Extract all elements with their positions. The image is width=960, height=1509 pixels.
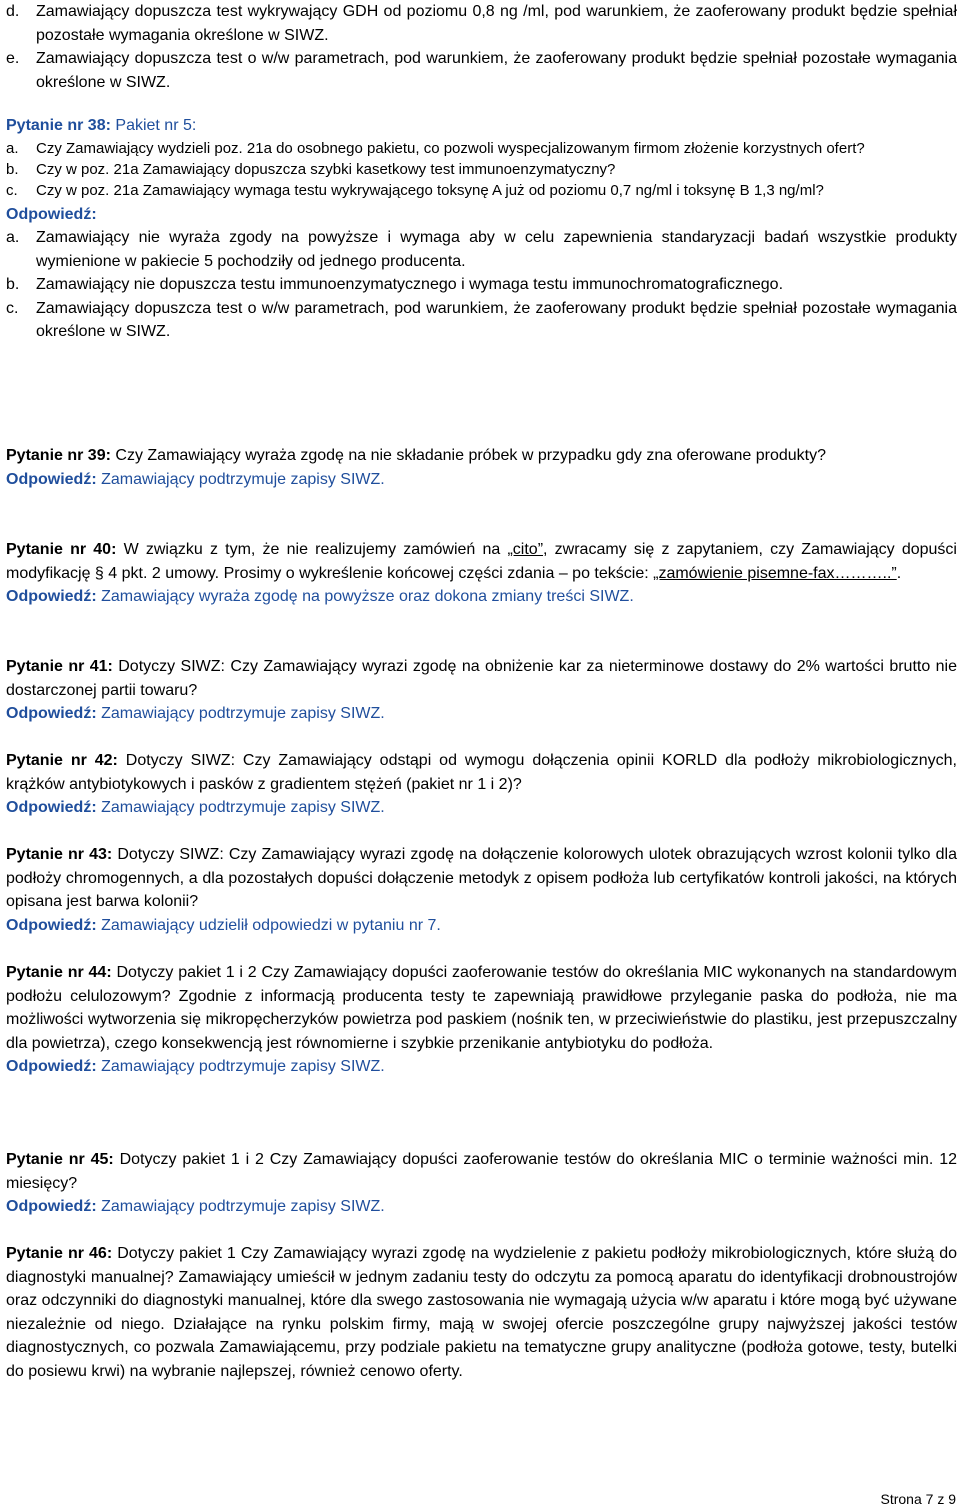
list-letter: a.: [6, 139, 19, 157]
question-text: Dotyczy pakiet 1 i 2 Czy Zamawiający dopuści zaoferowanie testów do określania MIC o terminie ważności min. 12 miesięcy?: [6, 1151, 957, 1192]
question-text: Dotyczy pakiet 1 i 2 Czy Zamawiający dopuści zaoferowanie testów do określania MIC wykonanych na standardowym podłożu celulozowym? Zgodnie z informacją producenta testy te zapewniają prawidłowe przyleganie paska do podłoża, nie ma możliwości wytworzenia się mikropęcherzyków powietrza pod paskiem (nośnik ten, w przeciwieństwie do plastiku, jest przepuszczalny dla powietrza), czego konsekwencją jest równomierne i szybkie przenikanie antybiotyku do podłoża.: [6, 964, 957, 1052]
list-item-d: [6, 0, 957, 47]
question-paragraph: [6, 749, 957, 796]
question-39: [6, 444, 957, 491]
question-label: Pytanie nr 43:: [6, 846, 113, 863]
page-number: Strona 7 z 9: [880, 1491, 956, 1507]
question-text-3: po tekście:: [572, 564, 649, 582]
question-paragraph: [6, 1148, 957, 1195]
question-item-b: [6, 159, 957, 180]
list-letter: a.: [6, 229, 20, 246]
list-letter: e.: [6, 50, 20, 67]
answer-paragraph: [6, 1055, 957, 1079]
list-text: Zamawiający nie wyraża zgody na powyższe i wymaga aby w celu zapewnienia standaryzacji badań wszystkie produkty wymienione w pakiecie 5 pochodziły od jednego producenta.: [36, 229, 957, 270]
question-label: Pytanie nr 44:: [6, 964, 112, 981]
list-item-e: [6, 47, 957, 94]
answer-text: Zamawiający podtrzymuje zapisy SIWZ.: [101, 470, 385, 488]
list-letter: c.: [6, 299, 19, 317]
question-text: Dotyczy SIWZ: Czy Zamawiający odstąpi od wymogu dołączenia opinii KORLD dla podłoży mikrobiologicznych, krążków antybiotykowych i pasków z gradientem stężeń (pakiet nr 1 i 2)?: [6, 752, 957, 793]
answer-label: Odpowiedź:: [6, 205, 97, 223]
question-label: Pytanie nr 46:: [6, 1245, 113, 1262]
question-41: [6, 655, 957, 726]
question-paragraph: [6, 961, 957, 1055]
question-paragraph: [6, 1242, 957, 1383]
list-text: Zamawiający dopuszcza test o w/w parametrach, pod warunkiem, że zaoferowany produkt będzie spełniał pozostałe wymagania określone w SIWZ.: [36, 50, 957, 91]
answer-label: Odpowiedź:: [6, 799, 97, 816]
question-paragraph: [6, 444, 957, 468]
answer-paragraph: [6, 914, 957, 938]
answer-text: Zamawiający podtrzymuje zapisy SIWZ.: [101, 705, 385, 722]
question-text: Dotyczy pakiet 1 Czy Zamawiający wyrazi zgodę na wydzielenie z pakietu podłoży mikrobiologicznych, które służą do diagnostyki manualnej? Zamawiający umieścił w jednym zadaniu testy do odczytu za pomocą aparatu do identyfikacji drobnoustrojów oraz odczynniki do diagnostyki manualnej, które dla swego zastosowania nie wymagają użycia w/w aparatu i które mogą być używane niezależnie od niego. Działające na rynku polskim firmy, mają w swojej ofercie poszczególne grupy najwyższej jakości testów diagnostycznych, co pozwala Zamawiającemu, przy podziale pakietu na tematyczne grupy analityczne (podłoża gotowe, testy, butelki do posiewu krwi) na wybranie najlepszej, również cenowo oferty.: [6, 1245, 957, 1380]
list-text: Czy Zamawiający wydzieli poz. 21a do osobnego pakietu, co pozwoli wyspecjalizowanym firmom złożenie korzystnych ofert?: [36, 139, 865, 157]
question-paragraph: [6, 538, 957, 585]
question-text-2: , zwracamy się z zapytaniem, czy Zamawiający dopuści modyfikację § 4 pkt. 2 umowy. Prosimy o wykreślenie końcowej części zdania –: [6, 541, 957, 582]
answer-text: Zamawiający udzielił odpowiedzi w pytaniu nr 7.: [101, 916, 441, 934]
quoted-text: „zamówienie pisemne-fax………..”: [653, 564, 897, 582]
answer-item-b: [6, 273, 957, 297]
question-label: Pytanie nr 40:: [6, 541, 117, 558]
question-text: Dotyczy SIWZ: Czy Zamawiający wyrazi zgodę na dołączenie kolorowych ulotek obrazujących wzrost kolonii tylko dla podłoży chromogennych, a dla pozostałych dopuści dołączenie metodyk z opisem podłoża lub certyfikatów kontroli jakości, na których opisana jest barwa kolonii?: [6, 846, 958, 910]
question-46: [6, 1242, 957, 1383]
question-paragraph: [6, 655, 957, 702]
answer-item-a: [6, 226, 957, 273]
question-text: Czy Zamawiający wyraża zgodę na nie składanie próbek w przypadku gdy zna oferowane produkty?: [115, 447, 826, 464]
answer-text: Zamawiający podtrzymuje zapisy SIWZ.: [101, 1198, 385, 1215]
cito-text: „cito”: [507, 541, 544, 558]
question-label: Pytanie nr 41:: [6, 658, 113, 675]
answer-paragraph: [6, 796, 957, 820]
answer-text: Zamawiający podtrzymuje zapisy SIWZ.: [101, 799, 385, 816]
list-text: Zamawiający nie dopuszcza testu immunoenzymatycznego i wymaga testu immunochromatograficznego.: [36, 276, 784, 293]
answer-paragraph: [6, 702, 957, 726]
question-item-a: [6, 138, 957, 159]
list-text: Czy w poz. 21a Zamawiający dopuszcza szybki kasetkowy test immunoenzymatyczny?: [36, 160, 616, 178]
question-label: Pytanie nr 45:: [6, 1151, 114, 1168]
list-letter: b.: [6, 160, 19, 178]
question-text-4: .: [896, 564, 902, 582]
question-42: [6, 749, 957, 820]
answer-item-c: [6, 297, 957, 344]
list-letter: c.: [6, 181, 18, 199]
answer-label: Odpowiedź:: [6, 1058, 97, 1075]
question-44: [6, 961, 957, 1079]
question-text: W związku z tym, że nie realizujemy zamówień na: [123, 541, 501, 558]
question-40: [6, 538, 957, 609]
answer-label: Odpowiedź:: [6, 1198, 97, 1215]
question-item-c: [6, 180, 957, 201]
answer-label: Odpowiedź:: [6, 705, 97, 722]
question-header: [6, 114, 957, 138]
question-45: [6, 1148, 957, 1219]
question-label: Pytanie nr 39:: [6, 447, 111, 464]
answer-paragraph: [6, 1195, 957, 1219]
question-paragraph: [6, 843, 957, 914]
question-label: Pytanie nr 42:: [6, 752, 118, 769]
list-text: Zamawiający dopuszcza test o w/w parametrach, pod warunkiem, że zaoferowany produkt będzie spełniał pozostałe wymagania określone w SIWZ.: [36, 299, 957, 340]
list-text: Zamawiający dopuszcza test wykrywający GDH od poziomu 0,8 ng /ml, pod warunkiem, że zaoferowany produkt będzie spełniał pozostałe wymagania określone w SIWZ.: [36, 3, 957, 44]
question-43: [6, 843, 957, 937]
question-label: Pytanie nr 38:: [6, 117, 111, 134]
answer-paragraph: [6, 468, 957, 492]
question-text: Dotyczy SIWZ: Czy Zamawiający wyrazi zgodę na obniżenie kar za nieterminowe dostawy do 2% wartości brutto nie dostarczonej partii towaru?: [6, 658, 957, 699]
list-letter: d.: [6, 3, 20, 20]
answer-text: Zamawiający wyraża zgodę na powyższe oraz dokona zmiany treści SIWZ.: [101, 588, 634, 605]
answer-label: Odpowiedź:: [6, 916, 97, 934]
answer-label: Odpowiedź:: [6, 588, 97, 605]
list-text: Czy w poz. 21a Zamawiający wymaga testu wykrywającego toksynę A już od poziomu 0,7 ng/ml i toksynę B 1,3 ng/ml?: [36, 181, 824, 199]
question-text: Pakiet nr 5:: [115, 117, 197, 134]
answer-label: Odpowiedź:: [6, 470, 97, 488]
question-38: [6, 114, 957, 344]
top-items: [6, 0, 957, 94]
answer-paragraph: [6, 585, 957, 609]
list-letter: b.: [6, 276, 20, 293]
answer-text: Zamawiający podtrzymuje zapisy SIWZ.: [101, 1058, 385, 1075]
